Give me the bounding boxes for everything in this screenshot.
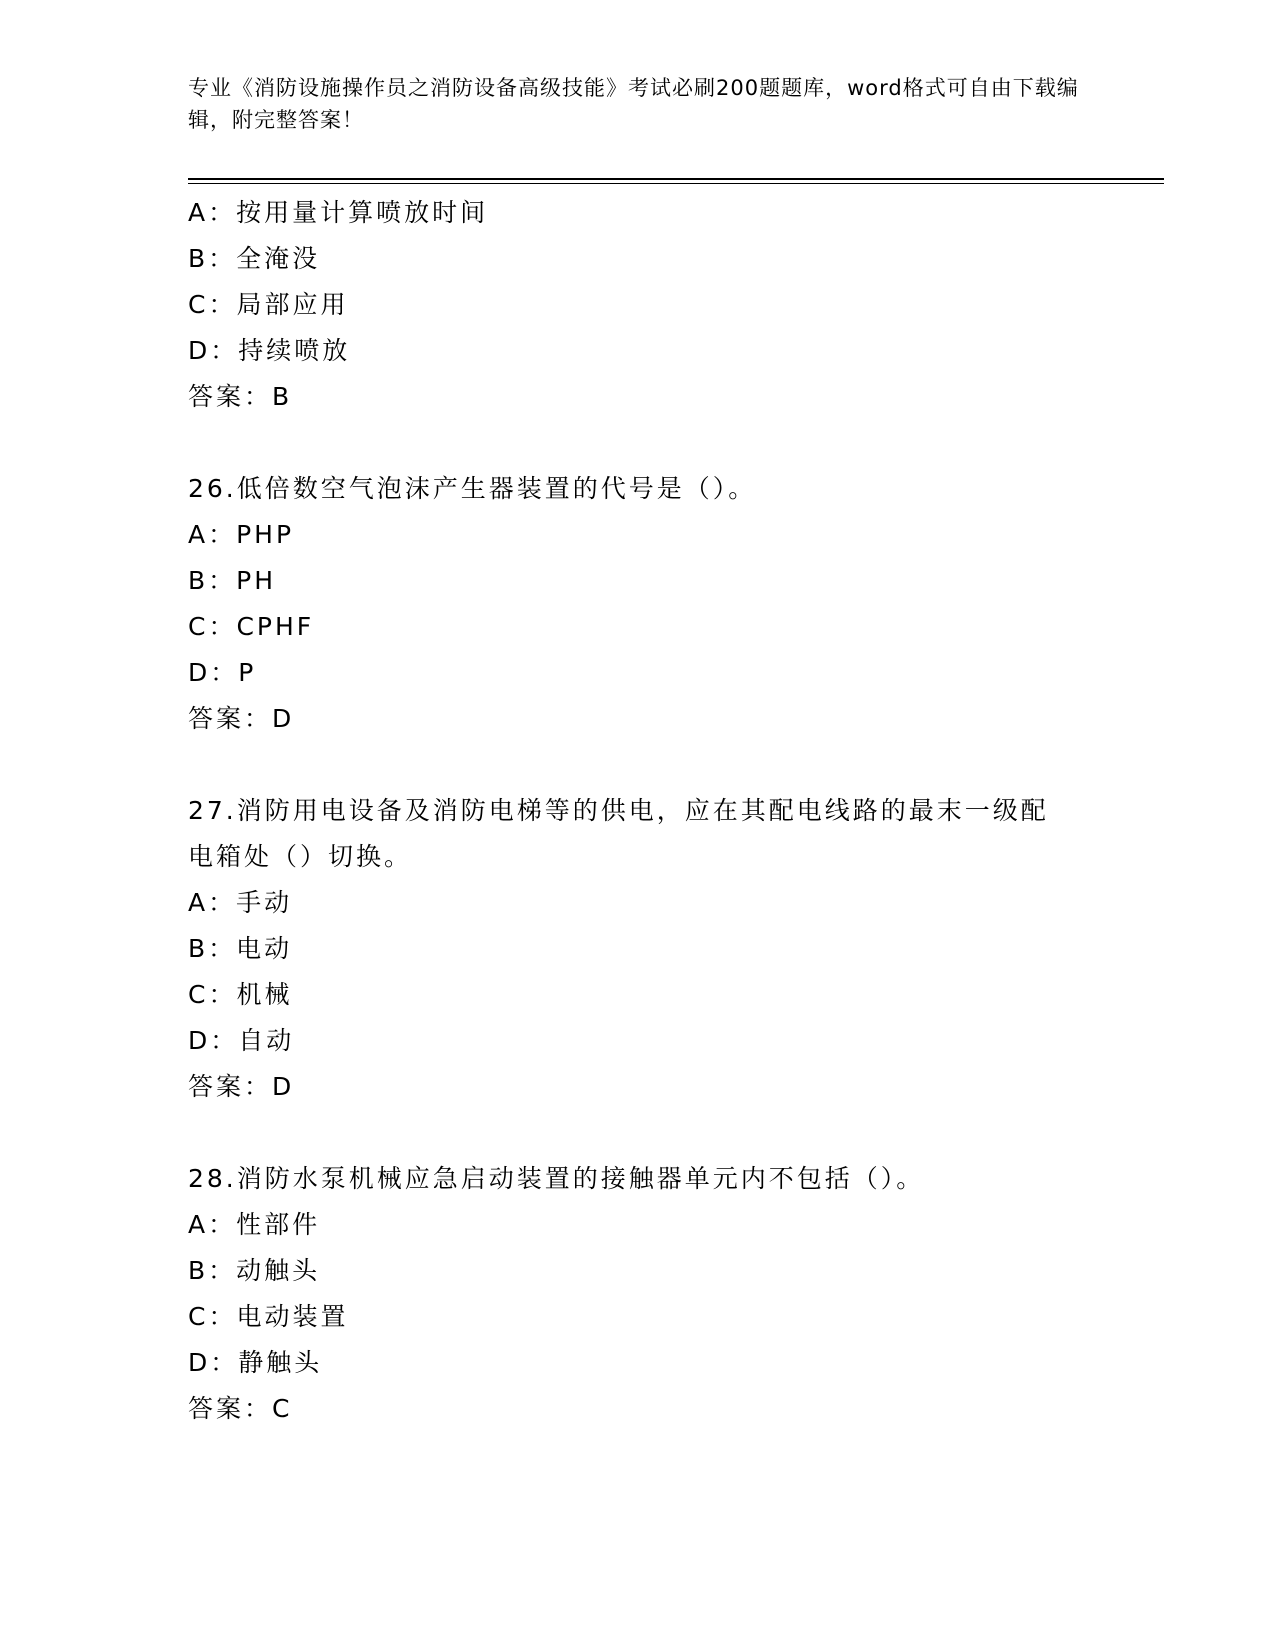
option-c: C：CPHF: [188, 612, 315, 641]
option-b: B：电动: [188, 934, 293, 963]
option-c: C：局部应用: [188, 290, 349, 319]
option-a: A：PHP: [188, 520, 295, 549]
document-header: 专业《消防设施操作员之消防设备高级技能》考试必刷200题题库，word格式可自由下载编辑，附完整答案！: [188, 76, 1079, 132]
option-b: B：全淹没: [188, 244, 321, 273]
option-d: D：自动: [188, 1026, 295, 1055]
question-25: [188, 190, 1088, 420]
question-text: 28.消防水泵机械应急启动装置的接触器单元内不包括（）。: [188, 1164, 925, 1193]
question-27: [188, 788, 1088, 1110]
header-divider-thick: [188, 178, 1164, 180]
option-a: A：按用量计算喷放时间: [188, 198, 489, 227]
question-28: [188, 1156, 1088, 1432]
header-divider-thin: [188, 183, 1164, 184]
question-26: [188, 466, 1088, 742]
option-d: D：静触头: [188, 1348, 323, 1377]
answer: 答案：D: [188, 1072, 295, 1101]
option-d: D：持续喷放: [188, 336, 351, 365]
option-c: C：电动装置: [188, 1302, 349, 1331]
option-b: B：PH: [188, 566, 277, 595]
option-a: A：手动: [188, 888, 293, 917]
option-d: D：P: [188, 658, 257, 687]
question-text: 27.消防用电设备及消防电梯等的供电，应在其配电线路的最末一级配电箱处（）切换。: [188, 796, 1049, 871]
option-b: B：动触头: [188, 1256, 321, 1285]
answer: 答案：D: [188, 704, 295, 733]
option-a: A：性部件: [188, 1210, 321, 1239]
question-list: [188, 190, 1088, 1432]
question-text: 26.低倍数空气泡沫产生器装置的代号是（）。: [188, 474, 757, 503]
option-c: C：机械: [188, 980, 293, 1009]
answer: 答案：B: [188, 382, 293, 411]
answer: 答案：C: [188, 1394, 293, 1423]
